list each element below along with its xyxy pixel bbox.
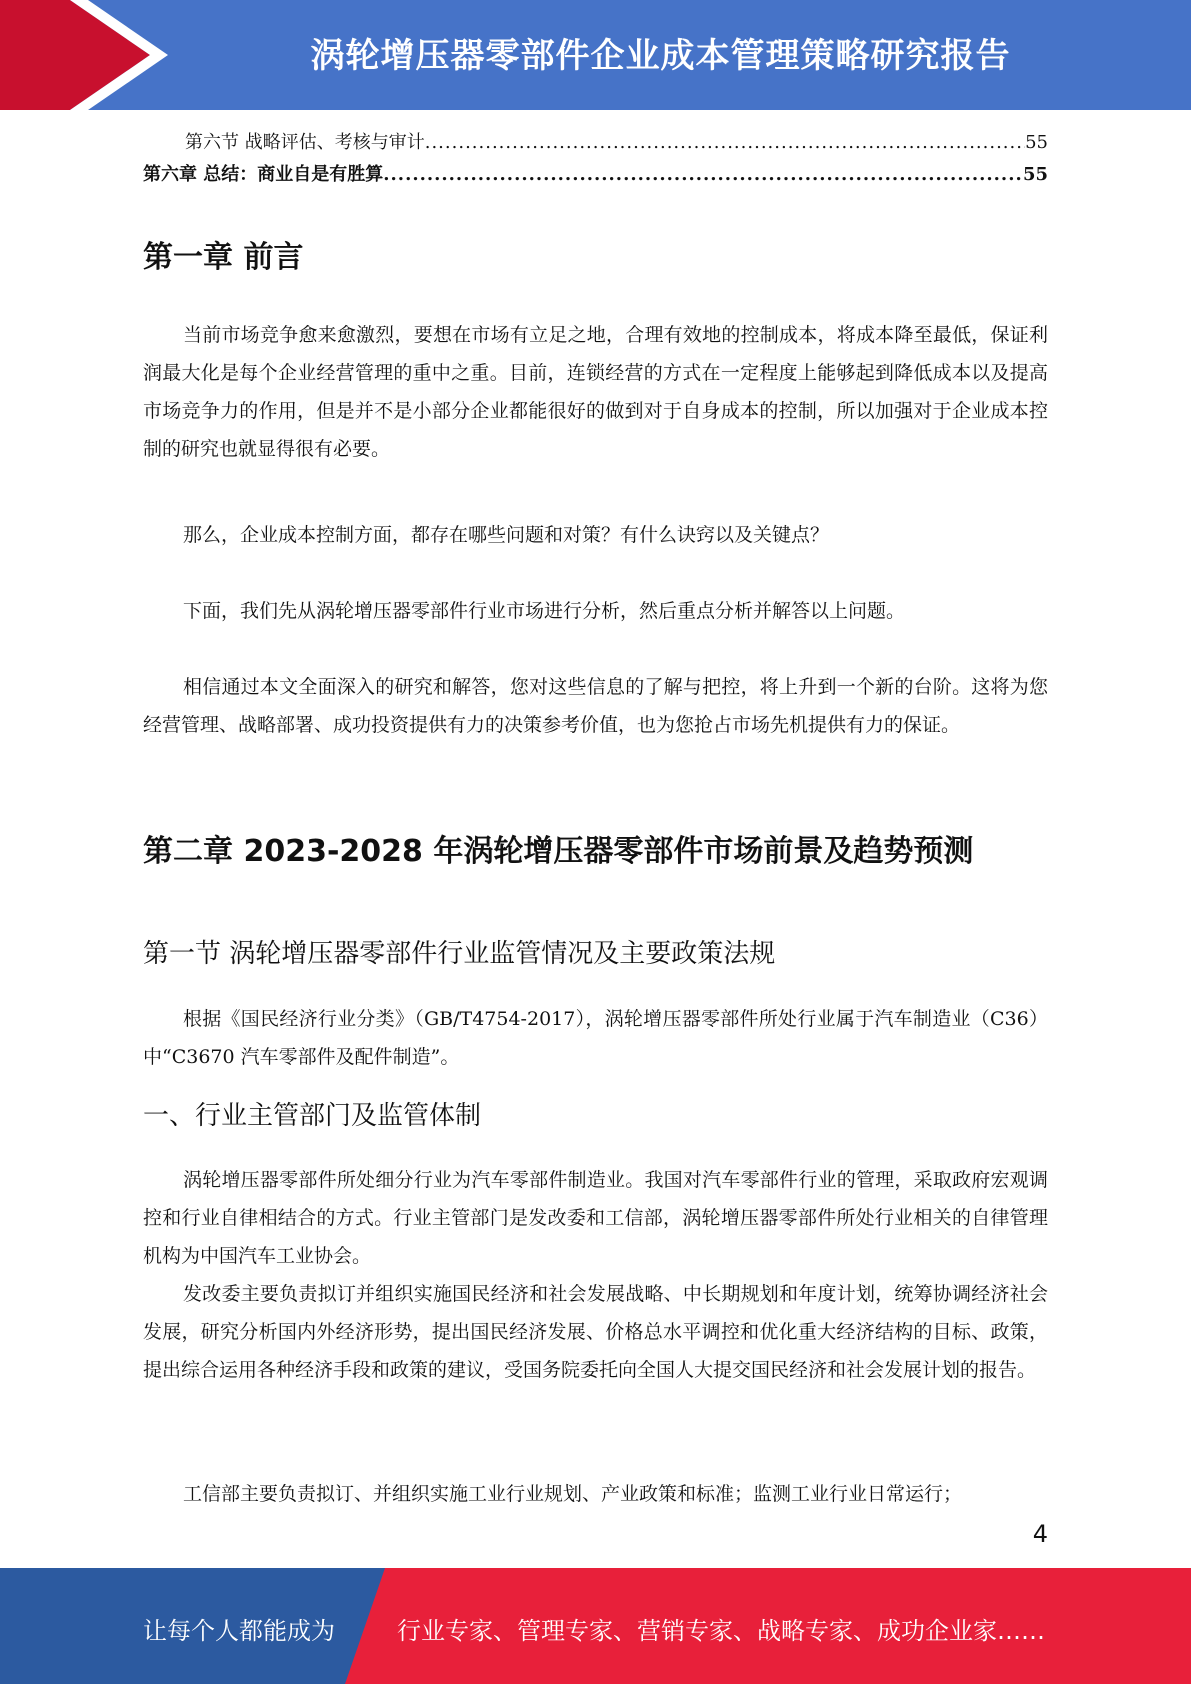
- toc-entry[interactable]: [143, 163, 1048, 187]
- toc-entry-page: 55: [1025, 132, 1048, 153]
- paragraph: 相信通过本文全面深入的研究和解答，您对这些信息的了解与把控，将上升到一个新的台阶。这将为您经营管理、战略部署、成功投资提供有力的决策参考价值，也为您抢占市场先机提供有力的保证。: [143, 676, 1048, 736]
- footer-slogan-right: 行业专家、管理专家、营销专家、战略专家、成功企业家……: [397, 1617, 1045, 1645]
- toc-entry[interactable]: [143, 131, 1048, 155]
- paragraph: 那么，企业成本控制方面，都存在哪些问题和对策？有什么诀窍以及关键点？: [183, 524, 830, 546]
- toc-entry-label: 第六节 战略评估、考核与审计: [185, 132, 425, 153]
- chapter-heading: 第一章 前言: [143, 240, 304, 275]
- toc-entry-page: 55: [1022, 164, 1048, 185]
- paragraph: 工信部主要负责拟订、并组织实施工业行业规划、产业政策和标准；监测工业行业日常运行；: [183, 1483, 963, 1505]
- paragraph: 涡轮增压器零部件所处细分行业为汽车零部件制造业。我国对汽车零部件行业的管理，采取政府宏观调控和行业自律相结合的方式。行业主管部门是发改委和工信部，涡轮增压器零部件所处行业相关的自律管理机构为中国汽车工业协会。: [143, 1169, 1048, 1267]
- page-header: [0, 0, 1191, 110]
- page-footer: [0, 1568, 1191, 1684]
- subsection-heading: 一、行业主管部门及监管体制: [143, 1101, 482, 1131]
- section-heading: 第一节 涡轮增压器零部件行业监管情况及主要政策法规: [143, 939, 776, 969]
- toc-leader-dots: [383, 163, 1023, 187]
- chapter-heading: 第二章 2023-2028 年涡轮增压器零部件市场前景及趋势预测: [143, 834, 974, 869]
- paragraph: 根据《国民经济行业分类》（GB/T4754-2017），涡轮增压器零部件所处行业属于汽车制造业（C36）中“C3670 汽车零部件及配件制造”。: [143, 1008, 1048, 1068]
- paragraph: 当前市场竞争愈来愈激烈，要想在市场有立足之地，合理有效地的控制成本，将成本降至最低，保证利润最大化是每个企业经营管理的重中之重。目前，连锁经营的方式在一定程度上能够起到降低成本以及提高市场竞争力的作用，但是并不是小部分企业都能很好的做到对于自身成本的控制，所以加强对于企业成本控制的研究也就显得很有必要。: [143, 324, 1048, 460]
- toc-entry-label: 第六章 总结：商业自是有胜算: [143, 164, 384, 185]
- paragraph: 发改委主要负责拟订并组织实施国民经济和社会发展战略、中长期规划和年度计划，统筹协调经济社会发展，研究分析国内外经济形势，提出国民经济发展、价格总水平调控和优化重大经济结构的目标、政策，提出综合运用各种经济手段和政策的建议，受国务院委托向全国人大提交国民经济和社会发展计划的报告。: [143, 1283, 1048, 1381]
- toc-leader-dots: [425, 131, 1025, 155]
- footer-slogan-left: 让每个人都能成为: [143, 1617, 335, 1645]
- paragraph: 下面，我们先从涡轮增压器零部件行业市场进行分析，然后重点分析并解答以上问题。: [183, 600, 906, 622]
- page-number: 4: [1032, 1520, 1048, 1548]
- report-title: 涡轮增压器零部件企业成本管理策略研究报告: [310, 36, 1011, 76]
